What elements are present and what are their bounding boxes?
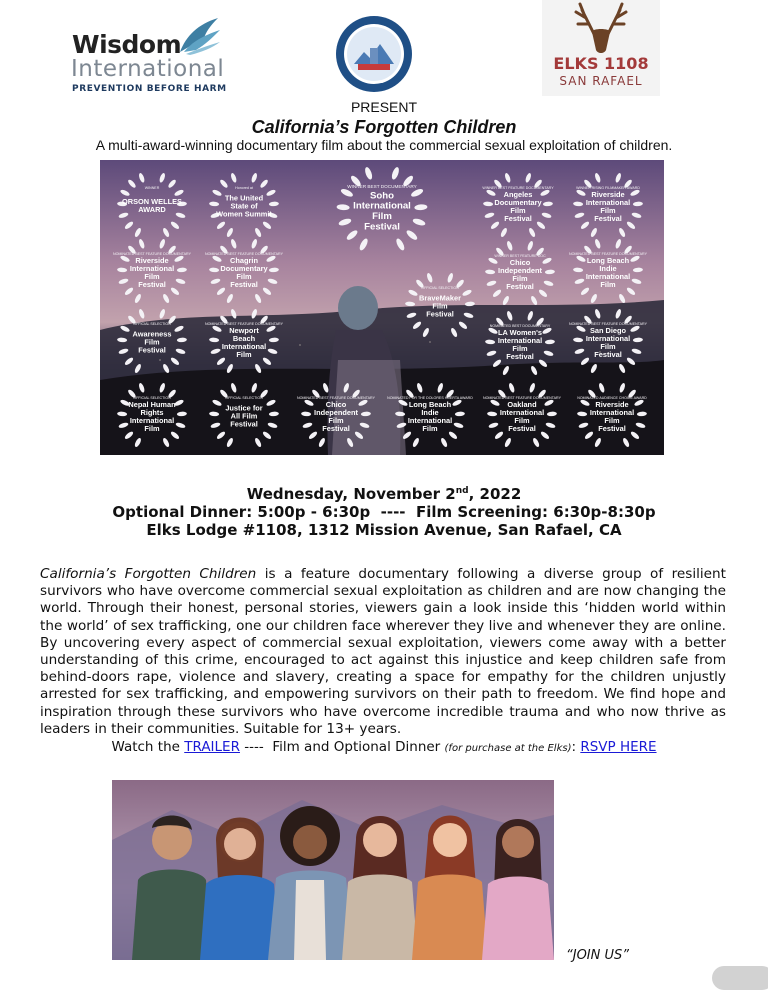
laurel-top-text: OFFICIAL SELECTION: [133, 396, 171, 400]
laurel-name-text: Film: [432, 301, 448, 311]
laurel-name-text: State of: [230, 201, 258, 211]
laurel-name-text: Film: [514, 416, 530, 425]
laurel-name-text: Indie: [599, 264, 617, 273]
laurel-name-text: Film: [512, 274, 528, 283]
laurel-name-text: ORSON WELLES: [122, 197, 182, 206]
laurel-name-text: Festival: [504, 214, 532, 223]
laurel-name-text: Indie: [421, 408, 439, 417]
laurel-name-text: Festival: [138, 345, 166, 355]
laurel-name-text: Film: [604, 416, 620, 425]
laurel-name-text: Chico: [325, 400, 347, 409]
laurel-name-text: Documentary: [494, 198, 542, 207]
wing-icon: [176, 16, 222, 56]
laurel-name-text: Film: [144, 272, 160, 281]
laurel-top-text: WINNER BEST FEATURE DOC: [494, 254, 546, 258]
elks-logo-number: ELKS 1108: [553, 54, 649, 73]
laurel-name-text: Independent: [314, 408, 358, 417]
trailer-link[interactable]: TRAILER: [184, 739, 240, 755]
laurel-name-text: Film: [600, 280, 616, 289]
watch-prefix: Watch the: [111, 739, 185, 755]
laurel-name-text: International: [497, 336, 543, 345]
laurel-name-text: Film: [236, 350, 252, 359]
laurel-name-text: Riverside: [135, 256, 169, 265]
laurel-name-text: Film: [372, 211, 392, 223]
laurel-name-text: Festival: [230, 419, 258, 429]
rsvp-link[interactable]: RSVP HERE: [580, 739, 657, 755]
laurel-name-text: San Diego: [589, 326, 627, 335]
links-colon: :: [571, 739, 581, 755]
laurel-name-text: Film: [510, 206, 526, 215]
description-film-title: California’s Forgotten Children: [40, 566, 257, 582]
laurel-top-text: WINNER RISING FILMMAKER AWARD: [576, 186, 640, 190]
wisdom-logo-line2: International: [71, 56, 225, 82]
awards-poster: [100, 160, 664, 455]
floating-page-button[interactable]: [712, 966, 768, 990]
event-times: Optional Dinner: 5:00p - 6:30p ---- Film Screening: 6:30p-8:30p: [112, 503, 656, 521]
laurel-name-text: The United: [224, 193, 264, 203]
laurel-name-text: Festival: [508, 424, 536, 433]
laurel-name-text: Festival: [594, 350, 622, 359]
event-date-suffix: nd: [455, 486, 469, 496]
laurel-top-text: NOMINATED BEST FEATURE DOCUMENTARY: [297, 396, 375, 400]
laurel-name-text: Film: [144, 337, 160, 347]
event-location: Elks Lodge #1108, 1312 Mission Avenue, San Rafael, CA: [146, 521, 622, 539]
laurel-name-text: Film: [600, 206, 616, 215]
event-date-year: , 2022: [468, 485, 522, 503]
film-subtitle: A multi-award-winning documentary film about the commercial sexual exploitation of children.: [95, 137, 673, 153]
seal-icon: [334, 14, 414, 94]
awards-poster-graphic: [100, 160, 664, 455]
laurel-name-text: Film: [600, 342, 616, 351]
laurel-name-text: Soho: [369, 190, 395, 202]
laurel-name-text: LA Women's: [497, 328, 543, 337]
laurel-top-text: NOMINATED BEST FEATURE DOCUMENTARY: [569, 322, 647, 326]
laurel-name-text: Rights: [140, 408, 164, 417]
laurel-top-text: NOMINATED FOR THE DOLORES HUERTA AWARD: [387, 396, 473, 400]
laurel-top-text: OFFICIAL SELECTION: [133, 322, 171, 326]
laurel-name-text: Riverside: [595, 400, 629, 409]
elks-logo-city: SAN RAFAEL: [559, 74, 643, 88]
laurel-name-text: Festival: [594, 214, 622, 223]
laurel-name-text: Festival: [138, 280, 166, 289]
laurel-name-text: Film: [144, 424, 160, 433]
wisdom-logo-tagline: PREVENTION BEFORE HARM: [72, 84, 227, 94]
laurel-name-text: Festival: [598, 424, 626, 433]
join-us-caption: “JOIN US”: [566, 948, 629, 963]
laurel-name-text: Riverside: [591, 190, 625, 199]
laurel-name-text: Awareness: [132, 329, 172, 339]
laurel-name-text: Independent: [498, 266, 542, 275]
survivors-illustration: [112, 780, 554, 960]
laurel-top-text: WINNER: [144, 186, 160, 190]
laurel-name-text: All Film: [230, 411, 258, 421]
laurel-name-text: Long Beach: [408, 400, 452, 409]
laurel-top-text: OFFICIAL SELECTION: [421, 286, 459, 290]
wisdom-international-logo: [68, 16, 228, 96]
links-middle-text: ---- Film and Optional Dinner: [239, 739, 445, 755]
laurel-name-text: Film: [422, 424, 438, 433]
laurel-name-text: International: [353, 200, 411, 212]
laurel-name-text: Festival: [506, 282, 534, 291]
district-attorney-seal: [334, 14, 414, 94]
laurel-top-text: NOMINATED BEST FEATURE DOCUMENTARY: [569, 252, 647, 256]
description-body: is a feature documentary following a diverse group of resilient survivors who have overcome commercial sexual exploitation as children and are now changing the world. Through their honest, personal stories, viewers gain a look inside this ‘hidden world within the world’ of sex trafficking, one our children face wherever they live and whenever they are online. By uncovering every aspect of commercial sexual exploitation, viewers come away with a better understanding of this crime, encouraged to act against this injustice and keep children safe from behind-doors rape, violence and slavery, creating a space for empathy for the children unjustly arrested for sex trafficking, and empowering survivors on their path to freedom. We find hope and inspiration through these survivors who have overcome incredible trauma and who now thrive as leaders in their communities. Suitable for 13+ years.: [40, 566, 726, 737]
links-line: [0, 739, 768, 755]
survivors-illustration-graphic: [112, 780, 554, 960]
laurel-name-text: Festival: [426, 309, 454, 319]
laurel-name-text: Justice for: [225, 403, 263, 413]
laurel-name-text: International: [585, 198, 631, 207]
laurel-top-text: NOMINATED BEST FEATURE DOCUMENTARY: [205, 252, 283, 256]
event-date-main: Wednesday, November 2: [246, 485, 456, 503]
present-label: PRESENT: [350, 99, 418, 115]
film-description: [40, 566, 726, 738]
laurel-name-text: Festival: [506, 352, 534, 361]
laurel-name-text: Festival: [322, 424, 350, 433]
laurel-name-text: Festival: [364, 221, 400, 233]
laurel-name-text: International: [407, 416, 453, 425]
laurel-name-text: International: [499, 408, 545, 417]
laurel-name-text: Chico: [509, 258, 531, 267]
laurel-top-text: NOMINATED BEST FEATURE DOCUMENTARY: [113, 252, 191, 256]
laurel-name-text: Angeles: [503, 190, 533, 199]
laurel-name-text: Film: [328, 416, 344, 425]
laurel-top-text: OFFICIAL SELECTION: [225, 396, 263, 400]
laurel-name-text: International: [585, 334, 631, 343]
laurel-name-text: Festival: [230, 280, 258, 289]
laurel-top-text: Honored at: [235, 186, 253, 190]
laurel-top-text: NOMINATED BEST DOCUMENTARY: [489, 324, 551, 328]
laurel-name-text: Oakland: [507, 400, 537, 409]
laurel-name-text: Long Beach: [586, 256, 630, 265]
laurel-top-text: NOMINATED BEST FEATURE DOCUMENTARY: [205, 322, 283, 326]
laurel-name-text: Chagrin: [230, 256, 258, 265]
laurel-top-text: WINNER BEST FEATURE DOCUMENTARY: [482, 186, 554, 190]
laurel-top-text: WINNER BEST DOCUMENTARY: [347, 183, 417, 189]
laurel-name-text: International: [585, 272, 631, 281]
elk-head-icon: [542, 0, 660, 56]
elks-lodge-logo: [542, 0, 660, 96]
laurel-name-text: Beach: [232, 334, 256, 343]
laurel-name-text: AWARD: [138, 205, 166, 214]
laurel-top-text: NOMINATED BEST FEATURE DOCUMENTARY: [483, 396, 561, 400]
laurel-name-text: Film: [236, 272, 252, 281]
laurel-name-text: Nepal Human: [128, 400, 176, 409]
laurel-name-text: International: [129, 416, 175, 425]
laurel-name-text: Documentary: [220, 264, 268, 273]
laurel-name-text: BraveMaker: [419, 293, 461, 303]
laurel-name-text: Women Summit: [216, 209, 272, 219]
laurel-name-text: Newport: [229, 326, 259, 335]
dinner-purchase-note: (for purchase at the Elks): [444, 743, 572, 754]
laurel-name-text: International: [221, 342, 267, 351]
event-date: [0, 485, 768, 503]
film-title: California’s Forgotten Children: [251, 117, 517, 137]
laurel-top-text: NOMINATED AUDIENCE CHOICE AWARD: [577, 396, 647, 400]
wisdom-logo-line1: Wisdom: [72, 30, 182, 59]
laurel-name-text: International: [589, 408, 635, 417]
laurel-name-text: International: [129, 264, 175, 273]
laurel-name-text: Film: [512, 344, 528, 353]
